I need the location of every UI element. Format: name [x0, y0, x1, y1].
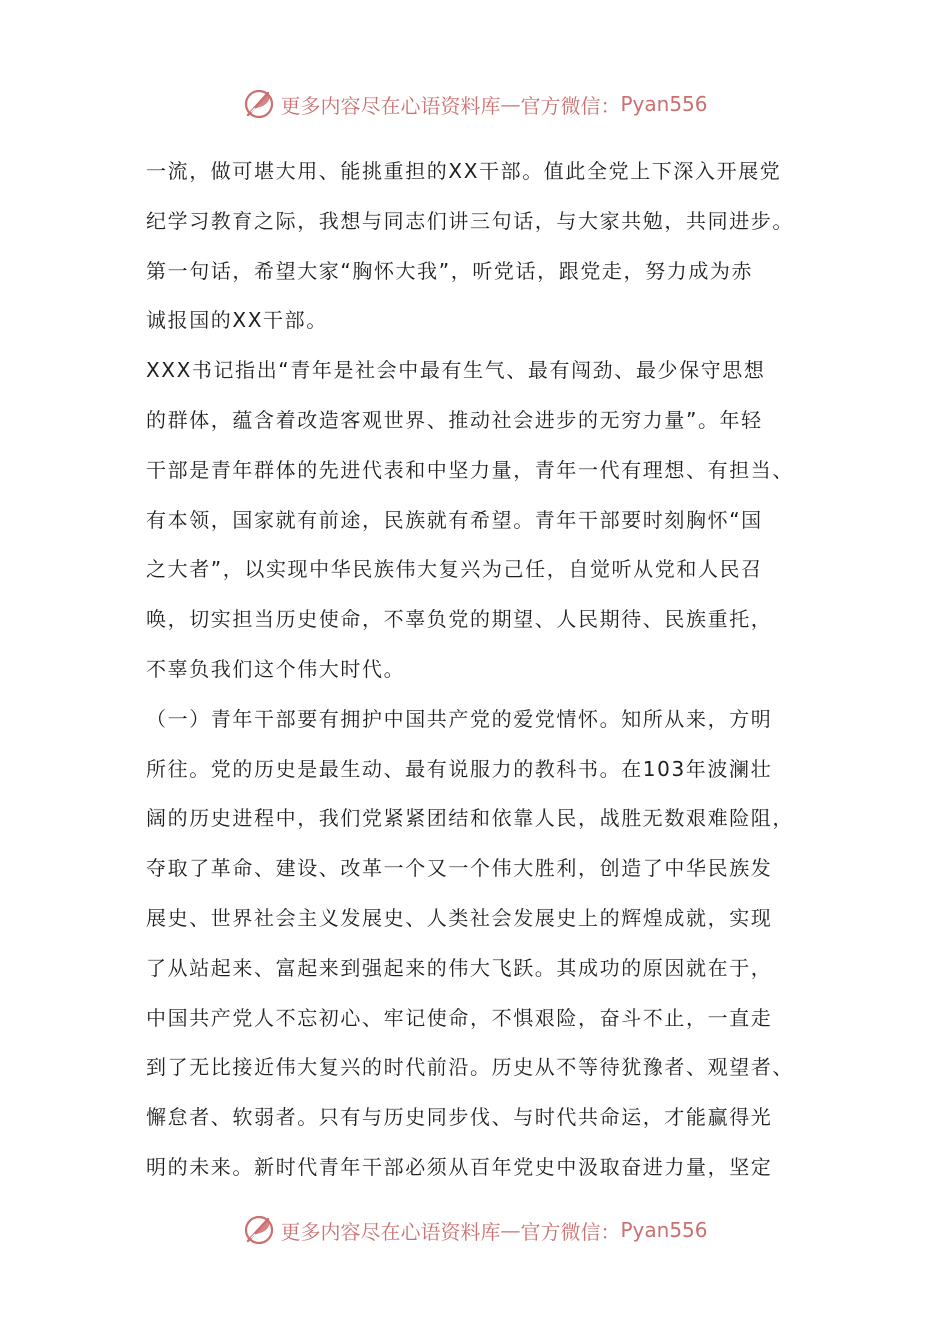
text-line: 懈怠者、软弱者。只有与历史同步伐、与时代共命运，才能赢得光	[146, 1105, 773, 1130]
text-line: 诚报国的XX干部。	[146, 308, 328, 333]
text-line: 阔的历史进程中，我们党紧紧团结和依靠人民，战胜无数艰难险阻，	[146, 806, 794, 831]
text-line: 中国共产党人不忘初心、牢记使命，不惧艰险，奋斗不止，一直走	[146, 1005, 773, 1030]
banner-wechat-id: Pyan556	[620, 1218, 708, 1242]
banner-dash: —	[500, 1218, 521, 1242]
text-line: 到了无比接近伟大复兴的时代前沿。历史从不等待犹豫者、观望者、	[146, 1055, 794, 1080]
quill-logo-icon	[242, 1213, 276, 1247]
text-line: 所往。党的历史是最生动、最有说服力的教科书。在103年波澜壮	[146, 756, 773, 781]
text-line: 之大者”，以实现中华民族伟大复兴为己任，自觉听从党和人民召	[146, 557, 763, 582]
banner-wechat-label: 官方微信：	[520, 93, 621, 118]
text-line: 有本领，国家就有前途，民族就有希望。青年干部要时刻胸怀“国	[146, 507, 763, 532]
text-line: 的群体，蕴含着改造客观世界、推动社会进步的无穷力量”。年轻	[146, 407, 763, 432]
text-line: 一流，做可堪大用、能挑重担的XX干部。值此全党上下深入开展党	[146, 159, 782, 183]
banner-text: 更多内容尽在心语资料库	[280, 93, 501, 118]
text-line: （一）青年干部要有拥护中国共产党的爱党情怀。知所从来，方明	[146, 706, 773, 731]
header-banner	[0, 84, 950, 124]
text-line: 不辜负我们这个伟大时代。	[146, 656, 406, 681]
banner-wechat-label: 官方微信：	[520, 1219, 621, 1244]
banner-dash: —	[500, 92, 521, 116]
text-line: 夺取了革命、建设、改革一个又一个伟大胜利，创造了中华民族发	[146, 856, 773, 881]
text-line: XXX书记指出“青年是社会中最有生气、最有闯劲、最少保守思想	[146, 358, 766, 383]
document-body	[146, 147, 836, 1193]
text-line: 干部是青年群体的先进代表和中坚力量，青年一代有理想、有担当、	[146, 457, 794, 482]
quill-logo-icon	[242, 87, 276, 121]
text-line: 唤，切实担当历史使命，不辜负党的期望、人民期待、民族重托，	[146, 607, 773, 632]
text-line: 了从站起来、富起来到强起来的伟大飞跃。其成功的原因就在于，	[146, 955, 773, 980]
banner-text: 更多内容尽在心语资料库	[280, 1219, 501, 1244]
banner-wechat-id: Pyan556	[620, 92, 708, 116]
text-line: 第一句话，希望大家“胸怀大我”，听党话，跟党走，努力成为赤	[146, 258, 754, 283]
text-line: 明的未来。新时代青年干部必须从百年党史中汲取奋进力量，坚定	[146, 1154, 773, 1179]
text-line: 纪学习教育之际，我想与同志们讲三句话，与大家共勉，共同进步。	[146, 208, 794, 233]
text-line: 展史、世界社会主义发展史、人类社会发展史上的辉煌成就，实现	[146, 905, 773, 930]
footer-banner	[0, 1210, 950, 1250]
